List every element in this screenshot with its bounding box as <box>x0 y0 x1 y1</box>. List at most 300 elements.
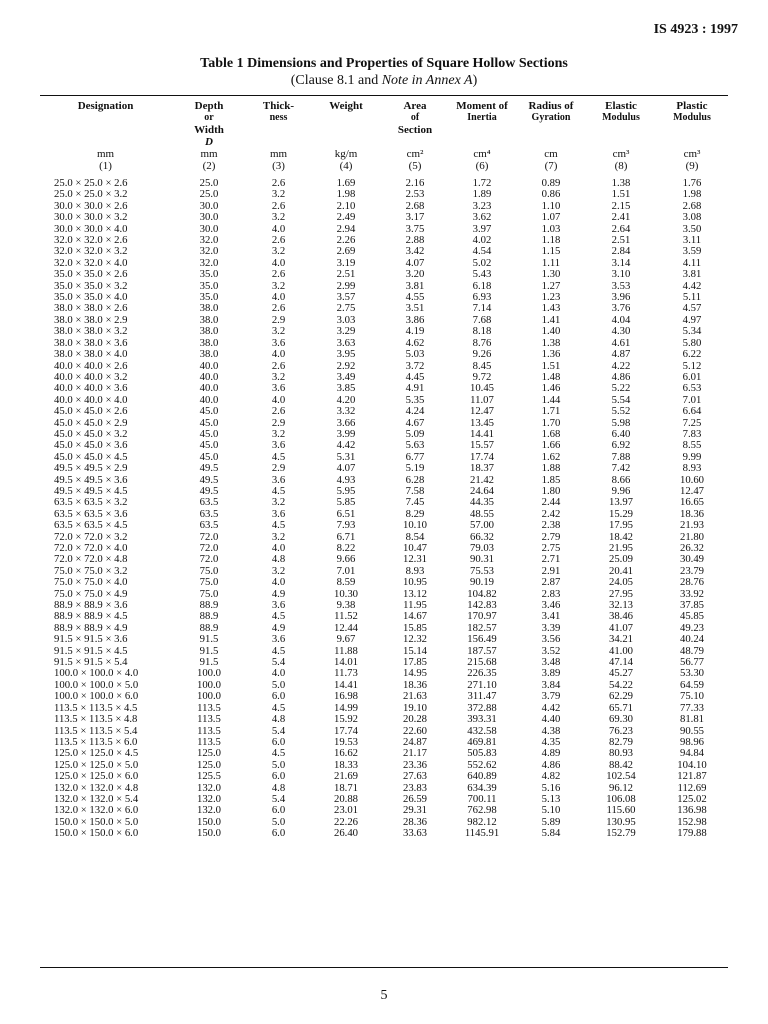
value-cell: 3.99 <box>336 427 356 440</box>
value-cell: 7.58 <box>405 484 425 497</box>
value-cell: 3.89 <box>541 667 561 680</box>
value-cell: 38.0 <box>199 313 219 326</box>
column-header <box>586 100 656 148</box>
designation-cell: 38.0 × 38.0 × 2.9 <box>54 313 128 326</box>
value-cell: 32.0 <box>199 245 219 258</box>
value-cell: 2.51 <box>336 268 356 281</box>
value-cell: 4.5 <box>271 644 286 657</box>
designation-cell: 49.5 × 49.5 × 2.9 <box>54 462 128 475</box>
designation-cell: 25.0 × 25.0 × 3.2 <box>54 188 128 201</box>
designation-cell: 132.0 × 132.0 × 6.0 <box>54 804 139 817</box>
value-cell: 90.55 <box>679 724 705 737</box>
value-cell: 12.44 <box>333 621 359 634</box>
value-cell: 4.42 <box>336 439 356 452</box>
value-cell: 3.2 <box>271 530 286 543</box>
value-cell: 32.13 <box>608 599 634 612</box>
designation-cell: 150.0 × 150.0 × 5.0 <box>54 815 139 828</box>
column-unit: kg/m <box>334 148 358 160</box>
value-cell: 5.4 <box>271 724 286 737</box>
value-cell: 4.0 <box>271 291 286 304</box>
value-cell: 2.75 <box>336 302 356 315</box>
value-cell: 8.54 <box>405 530 425 543</box>
value-cell: 132.0 <box>196 804 222 817</box>
value-cell: 72.0 <box>199 530 219 543</box>
value-cell: 9.38 <box>336 599 356 612</box>
value-cell: 152.79 <box>606 827 636 840</box>
value-cell: 5.0 <box>271 815 286 828</box>
value-cell: 3.2 <box>271 245 286 258</box>
column-header-line: Thick- <box>262 100 295 112</box>
value-cell: 49.5 <box>199 473 219 486</box>
value-cell: 3.2 <box>271 496 286 509</box>
value-cell: 18.36 <box>679 507 705 520</box>
designation-cell: 113.5 × 113.5 × 5.4 <box>54 724 138 737</box>
value-cell: 4.0 <box>271 393 286 406</box>
value-cell: 4.93 <box>336 473 356 486</box>
designation-cell: 72.0 × 72.0 × 4.0 <box>54 542 128 554</box>
designation-cell: 91.5 × 91.5 × 4.5 <box>54 644 128 657</box>
value-cell: 3.46 <box>541 599 561 612</box>
column-numbers-row <box>40 160 728 178</box>
value-cell: 3.52 <box>541 644 561 657</box>
designation-cell: 63.5 × 63.5 × 3.2 <box>54 496 128 509</box>
value-cell: 35.0 <box>199 279 219 292</box>
value-cell: 13.45 <box>469 416 495 429</box>
value-cell: 3.6 <box>271 382 286 395</box>
value-cell: 4.86 <box>611 370 631 383</box>
value-cell: 634.39 <box>467 781 497 794</box>
value-cell: 30.49 <box>679 553 705 566</box>
value-cell: 5.84 <box>541 827 561 840</box>
value-cell: 81.81 <box>679 713 705 726</box>
value-cell: 3.2 <box>271 279 286 292</box>
designation-cell: 100.0 × 100.0 × 4.0 <box>54 667 139 680</box>
value-cell: 3.2 <box>271 370 286 383</box>
value-cell: 3.20 <box>405 268 425 281</box>
value-cell: 16.65 <box>679 496 705 509</box>
column-header-line: Modulus <box>602 112 640 123</box>
value-cell: 2.42 <box>541 507 561 520</box>
value-cell: 45.0 <box>199 427 219 440</box>
page-number: 5 <box>380 988 388 1003</box>
value-cell: 6.92 <box>611 439 631 452</box>
value-cell: 38.0 <box>199 302 219 315</box>
value-cell: 4.67 <box>405 416 425 429</box>
value-cell: 100.0 <box>196 690 222 703</box>
value-cell: 6.51 <box>336 507 356 520</box>
value-cell: 7.83 <box>682 427 702 440</box>
value-cell: 3.32 <box>336 405 356 418</box>
value-cell: 62.29 <box>608 690 634 703</box>
value-cell: 30.0 <box>199 211 219 224</box>
table-row <box>40 577 728 588</box>
column-header-line: Section <box>397 124 433 136</box>
value-cell: 4.91 <box>405 382 425 395</box>
value-cell: 15.29 <box>608 507 634 520</box>
column-header-line: Designation <box>77 100 134 112</box>
column-number: (1) <box>99 160 112 172</box>
column-unit: mm <box>269 148 288 160</box>
value-cell: 113.5 <box>197 713 221 726</box>
column-header-line: D <box>205 136 213 148</box>
value-cell: 8.66 <box>611 473 631 486</box>
value-cell: 6.71 <box>336 530 356 543</box>
value-cell: 23.36 <box>402 758 428 771</box>
value-cell: 5.22 <box>611 382 631 395</box>
value-cell: 12.32 <box>402 633 428 646</box>
column-unit: cm² <box>406 148 424 160</box>
value-cell: 4.87 <box>611 348 631 361</box>
value-cell: 98.96 <box>679 735 705 748</box>
value-cell: 3.59 <box>682 245 702 258</box>
value-cell: 75.0 <box>199 564 219 577</box>
designation-cell: 88.9 × 88.9 × 3.6 <box>54 599 128 612</box>
value-cell: 25.09 <box>608 553 634 566</box>
value-cell: 2.94 <box>336 222 356 235</box>
column-number: (5) <box>408 160 422 172</box>
value-cell: 38.0 <box>199 348 219 361</box>
value-cell: 21.63 <box>402 690 428 703</box>
column-unit: cm⁴ <box>473 148 491 160</box>
value-cell: 3.39 <box>541 621 561 634</box>
column-header-line: Weight <box>329 100 363 112</box>
value-cell: 6.64 <box>682 405 702 418</box>
value-cell: 5.4 <box>271 792 286 805</box>
value-cell: 4.57 <box>682 302 702 315</box>
designation-cell: 32.0 × 32.0 × 4.0 <box>54 256 128 269</box>
value-cell: 2.88 <box>405 234 425 247</box>
value-cell: 10.45 <box>469 382 495 395</box>
value-cell: 1.98 <box>682 188 702 201</box>
value-cell: 3.86 <box>405 313 425 326</box>
value-cell: 3.2 <box>271 427 286 440</box>
value-cell: 1.72 <box>472 177 492 189</box>
designation-cell: 45.0 × 45.0 × 3.2 <box>54 427 128 440</box>
value-cell: 13.12 <box>402 587 428 600</box>
value-cell: 3.66 <box>336 416 356 429</box>
value-cell: 1.36 <box>541 348 561 361</box>
value-cell: 94.84 <box>679 747 705 760</box>
value-cell: 100.0 <box>196 678 222 691</box>
value-cell: 1.03 <box>541 222 561 235</box>
value-cell: 47.14 <box>608 656 634 669</box>
value-cell: 4.40 <box>541 713 561 726</box>
value-cell: 2.75 <box>541 542 561 554</box>
value-cell: 75.10 <box>679 690 705 703</box>
column-header-line: or <box>204 112 214 123</box>
designation-cell: 49.5 × 49.5 × 3.6 <box>54 473 128 486</box>
value-cell: 10.95 <box>402 576 428 589</box>
value-cell: 2.38 <box>541 519 561 532</box>
value-cell: 4.89 <box>541 747 561 760</box>
value-cell: 469.81 <box>467 735 497 748</box>
value-cell: 3.53 <box>611 279 631 292</box>
value-cell: 75.0 <box>199 576 219 589</box>
value-cell: 1.85 <box>541 473 561 486</box>
value-cell: 762.98 <box>467 804 497 817</box>
value-cell: 2.79 <box>541 530 561 543</box>
value-cell: 3.48 <box>541 656 561 669</box>
value-cell: 4.02 <box>472 234 492 247</box>
value-cell: 4.30 <box>611 325 631 338</box>
value-cell: 72.0 <box>199 542 219 554</box>
value-cell: 3.6 <box>271 633 286 646</box>
value-cell: 40.0 <box>199 359 219 372</box>
value-cell: 2.41 <box>611 211 631 224</box>
value-cell: 7.88 <box>611 450 631 463</box>
designation-cell: 45.0 × 45.0 × 4.5 <box>54 450 128 463</box>
value-cell: 170.97 <box>467 610 497 623</box>
value-cell: 25.0 <box>199 177 219 189</box>
column-number: (6) <box>475 160 489 172</box>
table-row <box>40 520 728 531</box>
table-row <box>40 212 728 223</box>
value-cell: 35.0 <box>199 268 219 281</box>
value-cell: 44.35 <box>469 496 495 509</box>
designation-cell: 132.0 × 132.0 × 5.4 <box>54 792 139 805</box>
value-cell: 91.5 <box>199 644 219 657</box>
value-cell: 3.41 <box>541 610 561 623</box>
value-cell: 14.41 <box>333 678 359 691</box>
value-cell: 1.27 <box>541 279 561 292</box>
value-cell: 1.10 <box>541 199 561 212</box>
value-cell: 6.0 <box>271 690 286 703</box>
value-cell: 104.82 <box>467 587 497 600</box>
value-cell: 24.05 <box>608 576 634 589</box>
value-cell: 1.43 <box>541 302 561 315</box>
value-cell: 4.61 <box>611 336 631 349</box>
value-cell: 7.25 <box>682 416 702 429</box>
value-cell: 40.0 <box>199 393 219 406</box>
table-row <box>40 634 728 645</box>
value-cell: 2.91 <box>541 564 561 577</box>
value-cell: 82.79 <box>608 735 634 748</box>
designation-cell: 45.0 × 45.0 × 3.6 <box>54 439 128 452</box>
value-cell: 6.0 <box>271 804 286 817</box>
value-cell: 14.95 <box>402 667 428 680</box>
value-cell: 4.5 <box>271 519 286 532</box>
value-cell: 372.88 <box>467 701 497 714</box>
value-cell: 29.31 <box>402 804 428 817</box>
value-cell: 14.67 <box>402 610 428 623</box>
value-cell: 17.95 <box>608 519 634 532</box>
value-cell: 7.68 <box>472 313 492 326</box>
value-cell: 32.0 <box>199 234 219 247</box>
designation-cell: 100.0 × 100.0 × 5.0 <box>54 678 139 691</box>
value-cell: 4.8 <box>271 713 286 726</box>
value-cell: 4.62 <box>405 336 425 349</box>
table-row <box>40 349 728 360</box>
column-header-line: Area <box>403 100 427 112</box>
value-cell: 3.79 <box>541 690 561 703</box>
value-cell: 2.6 <box>271 234 286 247</box>
designation-cell: 125.0 × 125.0 × 4.5 <box>54 747 139 760</box>
value-cell: 5.16 <box>541 781 561 794</box>
value-cell: 2.64 <box>611 222 631 235</box>
designation-cell: 35.0 × 35.0 × 2.6 <box>54 268 128 281</box>
table-row <box>40 828 728 839</box>
value-cell: 76.23 <box>608 724 634 737</box>
value-cell: 3.6 <box>271 439 286 452</box>
value-cell: 2.69 <box>336 245 356 258</box>
value-cell: 4.54 <box>472 245 492 258</box>
value-cell: 4.38 <box>541 724 561 737</box>
value-cell: 21.80 <box>679 530 705 543</box>
subtitle-and: and <box>358 73 379 88</box>
value-cell: 3.72 <box>405 359 425 372</box>
value-cell: 96.12 <box>608 781 634 794</box>
value-cell: 5.52 <box>611 405 631 418</box>
value-cell: 5.10 <box>541 804 561 817</box>
value-cell: 2.6 <box>271 199 286 212</box>
value-cell: 45.0 <box>199 439 219 452</box>
value-cell: 5.54 <box>611 393 631 406</box>
value-cell: 28.76 <box>679 576 705 589</box>
value-cell: 4.9 <box>271 587 286 600</box>
value-cell: 5.89 <box>541 815 561 828</box>
value-cell: 26.59 <box>402 792 428 805</box>
value-cell: 1145.91 <box>464 827 500 840</box>
value-cell: 4.82 <box>541 770 561 783</box>
value-cell: 132.0 <box>196 781 222 794</box>
value-cell: 226.35 <box>467 667 497 680</box>
value-cell: 6.18 <box>472 279 492 292</box>
value-cell: 4.55 <box>405 291 425 304</box>
value-cell: 14.41 <box>469 427 495 440</box>
value-cell: 8.76 <box>472 336 492 349</box>
value-cell: 5.11 <box>682 291 702 304</box>
value-cell: 20.41 <box>608 564 634 577</box>
value-cell: 24.87 <box>402 735 428 748</box>
value-cell: 88.42 <box>608 758 634 771</box>
value-cell: 2.71 <box>541 553 561 566</box>
value-cell: 3.85 <box>336 382 356 395</box>
column-header <box>382 100 448 148</box>
value-cell: 9.26 <box>472 348 492 361</box>
value-cell: 4.04 <box>611 313 631 326</box>
value-cell: 11.73 <box>334 667 358 680</box>
value-cell: 1.46 <box>541 382 561 395</box>
value-cell: 90.31 <box>469 553 495 566</box>
value-cell: 33.63 <box>402 827 428 840</box>
value-cell: 28.36 <box>402 815 428 828</box>
value-cell: 9.99 <box>682 450 702 463</box>
value-cell: 1.80 <box>541 484 561 497</box>
designation-cell: 40.0 × 40.0 × 2.6 <box>54 359 128 372</box>
value-cell: 40.24 <box>679 633 705 646</box>
value-cell: 16.98 <box>333 690 359 703</box>
designation-cell: 88.9 × 88.9 × 4.9 <box>54 621 128 634</box>
subtitle-close: ) <box>472 73 478 88</box>
value-cell: 26.40 <box>333 827 359 840</box>
value-cell: 40.0 <box>199 382 219 395</box>
column-number: (7) <box>544 160 558 172</box>
value-cell: 3.11 <box>682 234 702 247</box>
value-cell: 1.23 <box>541 291 561 304</box>
column-header <box>247 100 310 148</box>
value-cell: 3.96 <box>611 291 631 304</box>
value-cell: 38.0 <box>199 325 219 338</box>
value-cell: 7.42 <box>611 462 631 475</box>
value-cell: 4.42 <box>682 279 702 292</box>
value-cell: 130.95 <box>606 815 636 828</box>
value-cell: 88.9 <box>199 621 219 634</box>
value-cell: 4.0 <box>271 256 286 269</box>
value-cell: 91.5 <box>199 656 219 669</box>
value-cell: 34.21 <box>608 633 634 646</box>
value-cell: 15.57 <box>469 439 495 452</box>
value-cell: 4.22 <box>611 359 631 372</box>
value-cell: 88.9 <box>199 599 219 612</box>
value-cell: 1.76 <box>682 177 702 189</box>
value-cell: 23.79 <box>679 564 705 577</box>
value-cell: 21.69 <box>333 770 359 783</box>
value-cell: 2.9 <box>271 416 286 429</box>
value-cell: 5.34 <box>682 325 702 338</box>
value-cell: 17.74 <box>469 450 495 463</box>
table-top-rule <box>40 95 728 96</box>
value-cell: 700.11 <box>467 792 497 805</box>
value-cell: 2.53 <box>405 188 425 201</box>
value-cell: 505.83 <box>467 747 497 760</box>
designation-cell: 125.0 × 125.0 × 5.0 <box>54 758 139 771</box>
value-cell: 6.01 <box>682 370 702 383</box>
value-cell: 4.42 <box>541 701 561 714</box>
value-cell: 27.63 <box>402 770 428 783</box>
value-cell: 9.66 <box>336 553 356 566</box>
designation-cell: 25.0 × 25.0 × 2.6 <box>54 177 128 189</box>
value-cell: 32.0 <box>199 256 219 269</box>
value-cell: 30.0 <box>199 199 219 212</box>
value-cell: 63.5 <box>199 507 219 520</box>
value-cell: 113.5 <box>197 724 221 737</box>
value-cell: 90.19 <box>469 576 495 589</box>
value-cell: 2.87 <box>541 576 561 589</box>
value-cell: 179.88 <box>677 827 707 840</box>
value-cell: 8.29 <box>405 507 425 520</box>
value-cell: 2.26 <box>336 234 356 247</box>
value-cell: 106.08 <box>606 792 636 805</box>
value-cell: 7.93 <box>336 519 356 532</box>
value-cell: 3.81 <box>405 279 425 292</box>
value-cell: 75.0 <box>199 587 219 600</box>
column-header <box>171 100 247 148</box>
value-cell: 5.31 <box>336 450 356 463</box>
column-header-line: Inertia <box>467 112 497 123</box>
value-cell: 22.60 <box>402 724 428 737</box>
value-cell: 132.0 <box>196 792 222 805</box>
value-cell: 113.5 <box>197 701 221 714</box>
table-body <box>40 178 728 840</box>
column-number: (2) <box>202 160 216 172</box>
designation-cell: 38.0 × 38.0 × 4.0 <box>54 348 128 361</box>
value-cell: 5.03 <box>405 348 425 361</box>
column-unit: cm³ <box>612 148 630 160</box>
value-cell: 3.03 <box>336 313 356 326</box>
value-cell: 1.18 <box>541 234 561 247</box>
value-cell: 3.6 <box>271 336 286 349</box>
value-cell: 6.93 <box>472 291 492 304</box>
value-cell: 1.51 <box>611 188 631 201</box>
value-cell: 2.6 <box>271 359 286 372</box>
column-number: (4) <box>339 160 353 172</box>
column-header-line: Depth <box>194 100 224 112</box>
value-cell: 3.49 <box>336 370 356 383</box>
value-cell: 182.57 <box>467 621 497 634</box>
column-header-line: Gyration <box>531 112 571 123</box>
designation-cell: 100.0 × 100.0 × 6.0 <box>54 690 139 703</box>
value-cell: 8.55 <box>682 439 702 452</box>
